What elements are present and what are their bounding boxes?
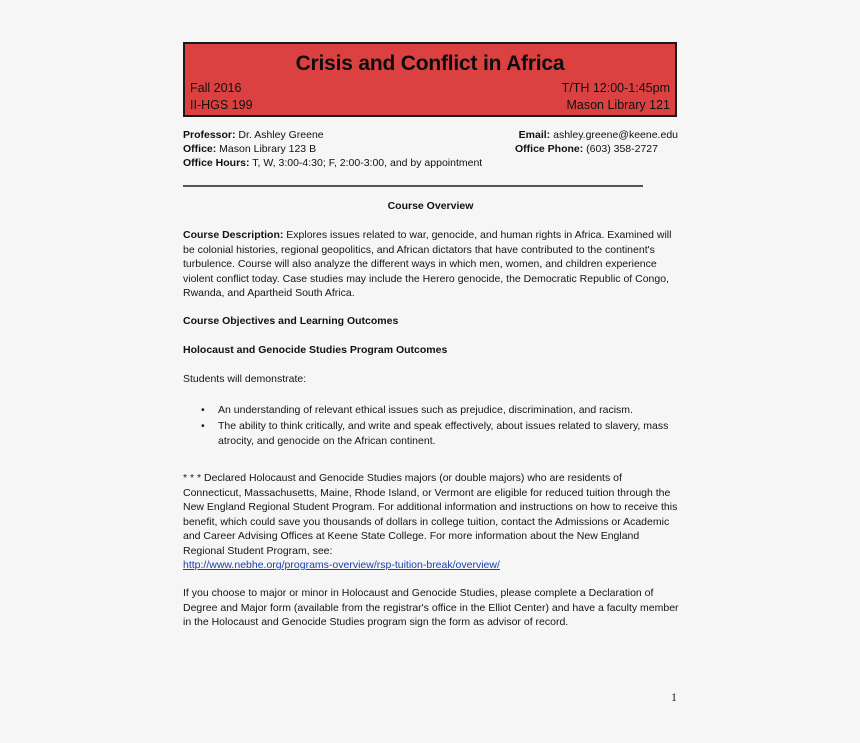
program-outcomes-heading: Holocaust and Genocide Studies Program Outcomes xyxy=(183,344,448,356)
tuition-note-text: * * * Declared Holocaust and Genocide Studies majors (or double majors) who are residents of Connecticut, Massachusetts, Maine, Rhode Island, or Vermont are eligible for reduced tuition through the New England Regional Student Program. For additional information and instructions on how to receive this benefit, which could save you thousands of dollars in college tuition, contact the Admissions or Academic and Career Advising Offices at Keene State College. For more information about the New England Regional Student Program, see: xyxy=(183,472,678,557)
office-hours-value: T, W, 3:00-4:30; F, 2:00-3:00, and by appointment xyxy=(249,157,483,169)
email-field xyxy=(519,129,678,141)
course-description-label: Course Description: xyxy=(183,229,284,241)
office-hours-label: Office Hours: xyxy=(183,157,250,169)
course-title-banner xyxy=(183,42,677,117)
email-value: ashley.greene@keene.edu xyxy=(550,129,678,141)
banner-row-code xyxy=(190,98,670,112)
phone-field xyxy=(515,143,658,155)
list-item-text: An understanding of relevant ethical issues such as prejudice, discrimination, and racism. xyxy=(218,404,633,416)
professor-field xyxy=(183,129,324,141)
email-label: Email: xyxy=(518,129,551,141)
contact-row-hours xyxy=(183,157,678,171)
office-field xyxy=(183,143,316,155)
course-schedule: T/TH 12:00-1:45pm xyxy=(561,81,670,95)
professor-label: Professor: xyxy=(183,129,236,141)
phone-value: (603) 358-2727 xyxy=(583,143,658,155)
horizontal-divider xyxy=(183,185,643,187)
course-title: Crisis and Conflict in Africa xyxy=(295,52,565,75)
list-item-text: The ability to think critically, and write and speak effectively, about issues related to slavery, mass atrocity, and genocide on the African continent. xyxy=(218,419,669,447)
office-value: Mason Library 123 B xyxy=(216,143,317,155)
tuition-note xyxy=(183,471,680,573)
bullet-icon: • xyxy=(201,404,205,416)
list-item xyxy=(183,419,680,450)
contact-row-office xyxy=(183,143,678,157)
professor-value: Dr. Ashley Greene xyxy=(235,129,324,141)
bullet-icon: • xyxy=(201,419,205,432)
page-number: 1 xyxy=(671,690,677,704)
nebhe-link[interactable]: http://www.nebhe.org/programs-overview/rsp-tuition-break/overview/ xyxy=(183,559,500,571)
banner-row-term xyxy=(190,81,670,95)
office-label: Office: xyxy=(183,143,217,155)
course-code: II-HGS 199 xyxy=(190,98,253,112)
declaration-note: If you choose to major or minor in Holocaust and Genocide Studies, please complete a Declaration of Degree and Major form (available from the registrar's office in the Elliot Center) and have a faculty member in the Holocaust and Genocide Studies program sign the form as advisor of record. xyxy=(183,587,679,628)
contact-row-professor xyxy=(183,129,678,143)
course-term: Fall 2016 xyxy=(190,81,242,95)
office-hours-field xyxy=(183,157,482,169)
objectives-heading: Course Objectives and Learning Outcomes xyxy=(183,315,399,327)
course-description-text: Explores issues related to war, genocide, and human rights in Africa. Examined will be colonial histories, regional geopolitics, and African dictators that have contributed to the continent's turbulence. Course will also analyze the different ways in which men, women, and children experience violent conflict today. Case studies may include the Herero genocide, the Democratic Republic of Congo, Rwanda, and Apartheid South Africa. xyxy=(183,229,672,299)
course-overview-heading: Course Overview xyxy=(387,200,474,212)
list-item xyxy=(183,403,680,419)
outcomes-list xyxy=(183,403,680,450)
students-intro: Students will demonstrate: xyxy=(183,373,307,385)
course-location: Mason Library 121 xyxy=(566,98,670,112)
course-description xyxy=(183,228,680,301)
phone-label: Office Phone: xyxy=(515,143,584,155)
